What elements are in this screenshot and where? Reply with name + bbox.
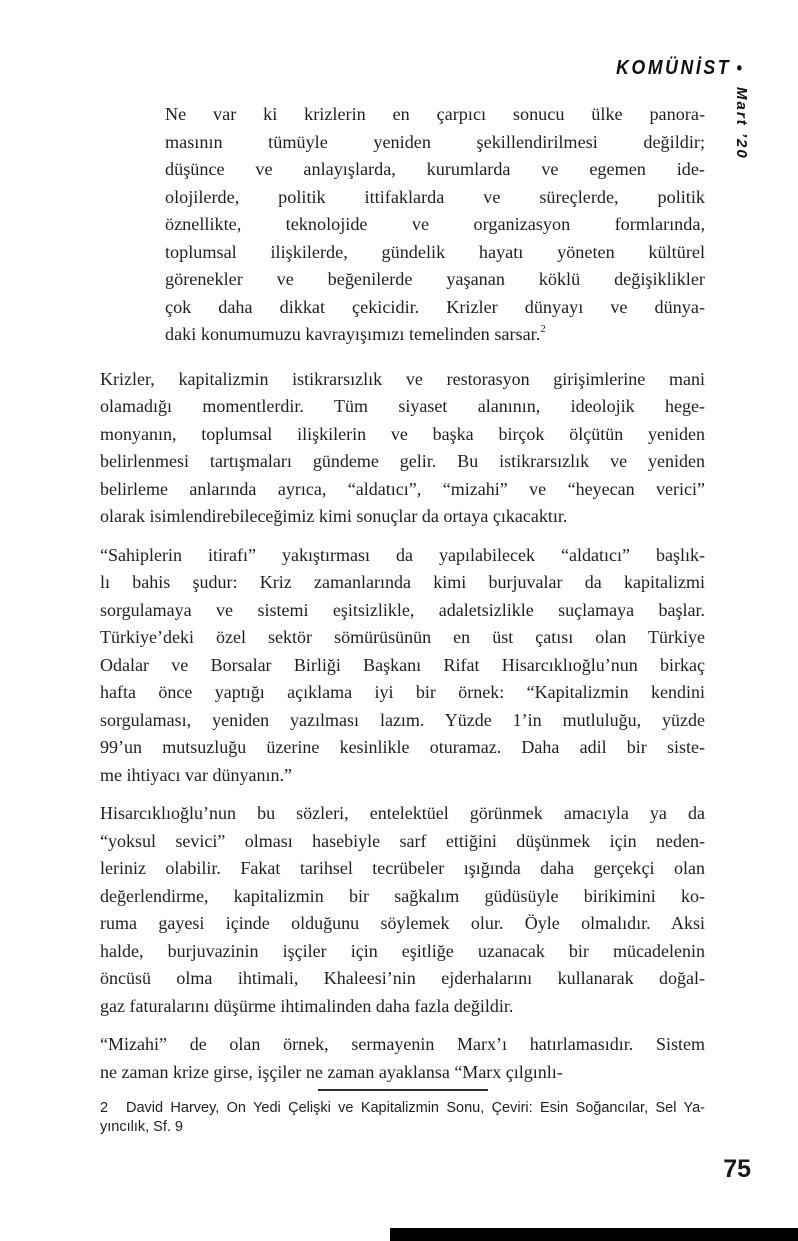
text-line: Türkiye’deki özel sektör sömürüsünün en üst çatısı olan Türkiye [100, 627, 705, 647]
footnote [100, 1099, 705, 1137]
text-line: toplumsal ilişkilerde, gündelik hayatı yöneten kültürel [165, 241, 705, 262]
block-quote [165, 101, 705, 349]
masthead-bullet-icon: • [736, 58, 742, 78]
text-column [100, 101, 705, 1137]
text-line: ruma gayesi içinde olduğunu söylemek olur. Öyle olmalıdır. Aksi [100, 913, 705, 933]
text-line: Krizler, kapitalizmin istikrarsızlık ve restorasyon girişimlerine mani [100, 368, 705, 389]
text-line: belirleme anlarında ayrıca, “aldatıcı”, “mizahi” ve “heyecan verici” [100, 478, 705, 499]
body-paragraph [100, 1031, 705, 1086]
text-line: monyanın, toplumsal ilişkilerin ve başka birçok ölçütün yeniden [100, 423, 705, 444]
text-line: Odalar ve Borsalar Birliği Başkanı Rifat Hisarcıklıoğlu’nun birkaç [100, 654, 705, 675]
text-line: me ihtiyacı var dünyanın.” [100, 764, 292, 785]
text-line: halde, burjuvazinin işçiler için eşitliğe uzanacak bir mücadelenin [100, 940, 705, 961]
body-paragraph [100, 542, 705, 790]
footnote-marker: 2 [100, 1100, 109, 1116]
text-line: Hisarcıklıoğlu’nun bu sözleri, entelektüel görünmek amacıyla ya da [100, 803, 705, 823]
text-line: “Mizahi” de olan örnek, sermayenin Marx’ı hatırlamasıdır. Sistem [100, 1034, 705, 1054]
footnote-rule [318, 1089, 488, 1091]
text-line: değerlendirme, kapitalizmin bir sağkalım güdüsüyle birikimini ko- [100, 885, 705, 906]
text-line: “yoksul sevici” olması hasebiyle sarf ettiğini düşünmek için neden- [100, 830, 705, 851]
footnote-reference: 2 [540, 322, 546, 335]
text-line: çok daha dikkat çekicidir. Krizler dünyayı ve dünya- [165, 296, 705, 317]
text-line: “Sahiplerin itirafı” yakıştırması da yapılabilecek “aldatıcı” başlık- [100, 544, 705, 565]
text-line: leriniz olabilir. Fakat tarihsel tecrübeler ışığında daha gerçekçi olan [100, 858, 705, 878]
footnote-line [100, 1099, 705, 1118]
body-paragraph [100, 800, 705, 1020]
text-line: hafta önce yaptığı açıklama iyi bir örnek: “Kapitalizmin kendini [100, 682, 705, 702]
magazine-title: KOMÜNİST [616, 57, 732, 79]
text-line: Ne var ki krizlerin en çarpıcı sonucu ülke panora- [165, 104, 705, 124]
footnote-line: yıncılık, Sf. 9 [100, 1119, 183, 1135]
masthead [616, 57, 742, 80]
text-line: masının tümüyle yeniden şekillendirilmesi değildir; [165, 131, 705, 152]
text-line: düşünce ve anlayışlarda, kurumlarda ve egemen ide- [165, 159, 705, 179]
page-number: 75 [723, 1155, 751, 1183]
text-line: ne zaman krize girse, işçiler ne zaman ayaklansa “Marx çılgınlı- [100, 1061, 563, 1082]
text-line: sorgulaması, yeniden yazılması lazım. Yüzde 1’in mutluluğu, yüzde [100, 709, 705, 730]
text-line: sorgulamaya ve sistemi eşitsizlikle, adaletsizlikle suçlamaya başlar. [100, 599, 705, 620]
text-line: lı bahis şudur: Kriz zamanlarında kimi burjuvalar da kapitalizmi [100, 572, 705, 592]
footnote-text: David Harvey, On Yedi Çelişki ve Kapitalizmin Sonu, Çeviri: Esin Soğancılar, Sel Ya- [126, 1100, 705, 1116]
scan-edge-bar [390, 1228, 798, 1241]
text-line: olojilerde, politik ittifaklarda ve süreçlerde, politik [165, 186, 705, 207]
text-line: gaz faturalarını düşürme ihtimalinden daha fazla değildir. [100, 995, 514, 1016]
text-line: öznellikte, teknolojide ve organizasyon formlarında, [165, 214, 705, 234]
body-paragraph [100, 366, 705, 531]
text-line: daki konumumuzu kavrayışımızı temelinden sarsar.$^2$ [165, 322, 546, 344]
text-line: öncüsü olma ihtimali, Khaleesi’nin ejderhalarını kullanarak doğal- [100, 968, 705, 988]
issue-date-vertical: Mart ’20 [733, 87, 750, 160]
text-line: görenekler ve beğenilerde yaşanan köklü değişiklikler [165, 269, 705, 289]
text-line: olarak isimlendirebileceğimiz kimi sonuçlar da ortaya çıkacaktır. [100, 506, 568, 526]
text-line: olamadığı momentlerdir. Tüm siyaset alanının, ideolojik hege- [100, 396, 705, 416]
text-line: 99’un mutsuzluğu üzerine kesinlikle oturamaz. Daha adil bir siste- [100, 737, 705, 757]
text-line: belirlenmesi tartışmaları gündeme gelir. Bu istikrarsızlık ve yeniden [100, 451, 705, 471]
